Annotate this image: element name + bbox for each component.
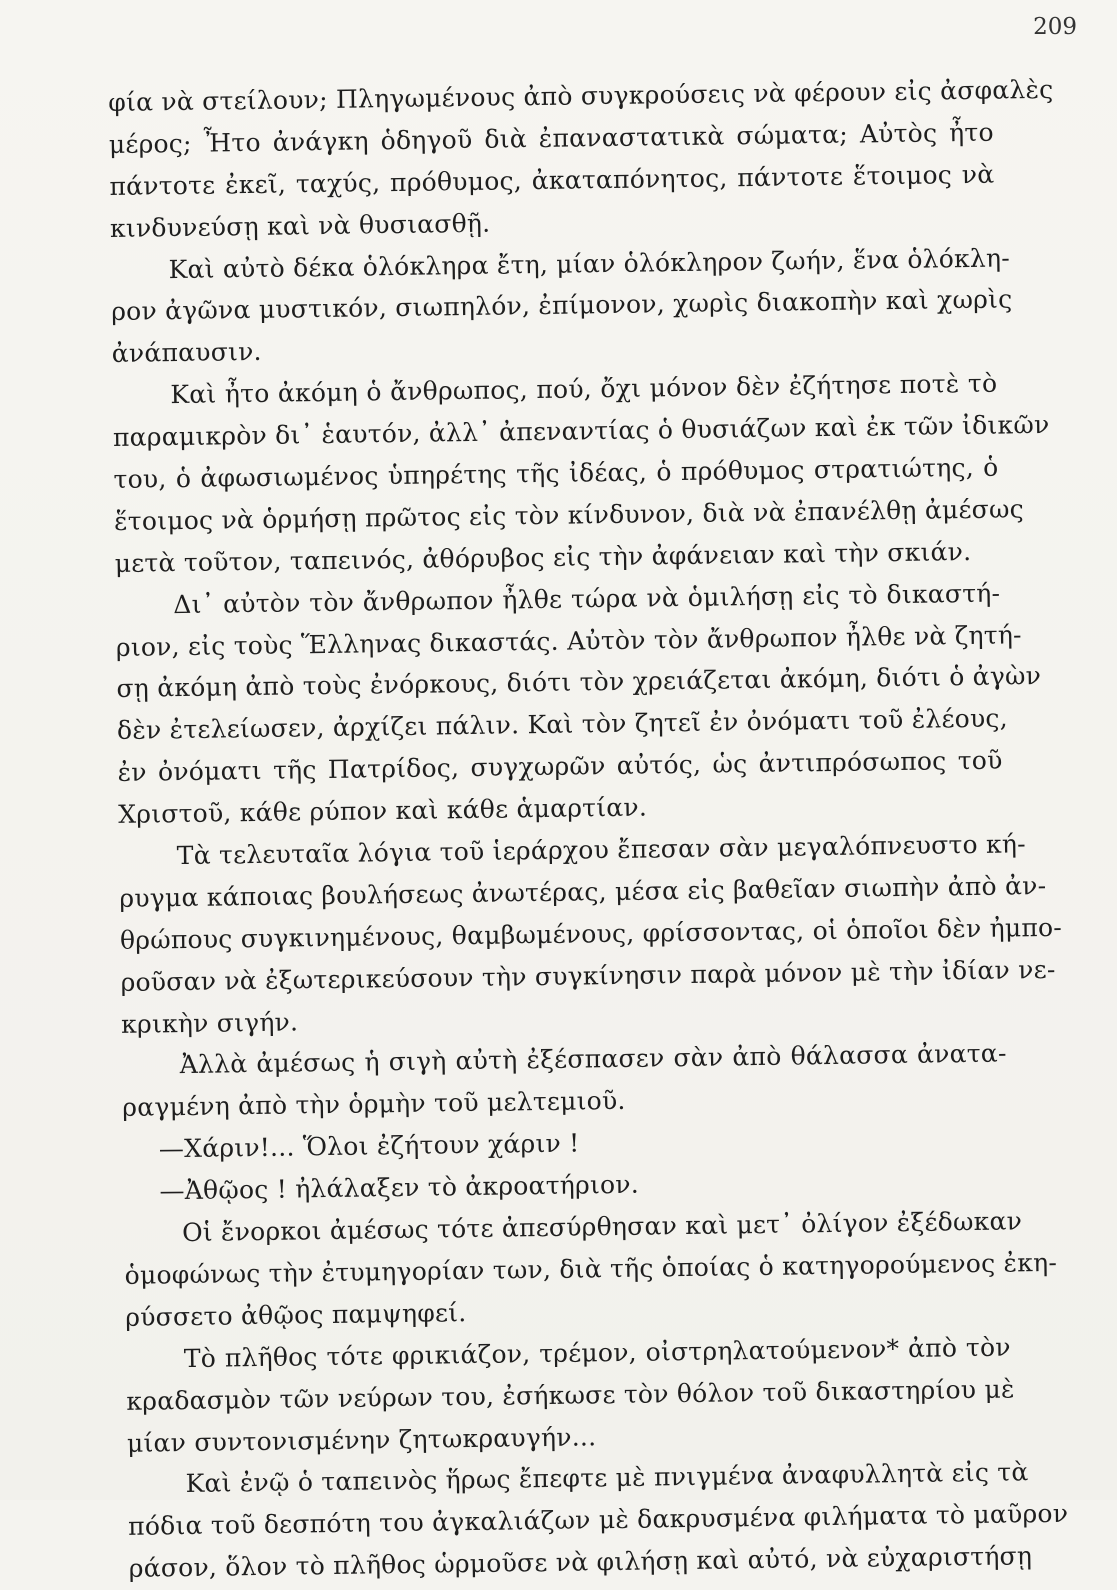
text-line: κραδασμὸν τῶν νεύρων του, ἐσήκωσε τὸν θόλον τοῦ δικαστηρίου μὲ — [126, 1374, 1015, 1416]
paragraph-start-line: Καὶ αὐτὸ δέκα ὁλόκληρα ἔτη, μίαν ὁλόκληρον ζωήν, ἕνα ὁλόκλη- — [168, 242, 1011, 284]
text-line: ἀνάπαυσιν. — [111, 337, 262, 369]
text-line: Χριστοῦ, κάθε ρύπον καὶ κάθε ἁμαρτίαν. — [118, 792, 648, 830]
text-line: ρον ἀγῶνα μυστικόν, σιωπηλόν, ἐπίμονον, χωρὶς διακοπὴν καὶ χωρὶς — [111, 284, 1013, 327]
text-line: κρικὴν σιγήν. — [120, 1007, 299, 1039]
paragraph-start-line: Τὸ πλῆθος τότε φρικιάζον, τρέμον, οἰστρηλατούμενον* ἀπὸ τὸν — [183, 1332, 1011, 1373]
text-line: δὲν ἐτελείωσεν, ἀρχίζει πάλιν. Καὶ τὸν ζητεῖ ἐν ὀνόματι τοῦ ἐλέους, — [116, 703, 1009, 746]
page-number: 209 — [1033, 14, 1077, 40]
text-line: μετὰ τοῦτον, ταπεινός, ἀθόρυβος εἰς τὴν ἀφάνειαν καὶ τὴν σκιάν. — [114, 536, 972, 578]
text-line: φία νὰ στείλουν; Πληγωμένους ἀπὸ συγκρούσεις νὰ φέρουν εἰς ἀσφαλὲς — [108, 74, 1054, 117]
text-line: παραμικρὸν δι᾽ ἑαυτόν, ἀλλ᾽ ἀπεναντίας ὁ θυσιάζων καὶ ἐκ τῶν ἰδικῶν — [112, 410, 1050, 453]
paragraph-start-line: Καὶ ἐνῷ ὁ ταπεινὸς ἥρως ἔπεφτε μὲ πνιγμένα ἀναφυλλητὰ εἰς τὰ — [185, 1457, 1029, 1499]
paragraph-start-line: Δι᾽ αὐτὸν τὸν ἄνθρωπον ἦλθε τώρα νὰ ὁμιλήσῃ εἰς τὸ δικαστή- — [173, 578, 1001, 619]
text-line: μίαν συντονισμένην ζητωκραυγήν... — [126, 1421, 597, 1458]
text-line: μέρος; Ἦτο ἀνάγκη ὁδηγοῦ διὰ ἐπαναστατικὰ σώματα; Αὐτὸς ἦτο — [108, 117, 994, 159]
dialogue-line: —Χάριν!... Ὅλοι ἐζήτουν χάριν ! — [158, 1128, 580, 1164]
paragraph-start-line: Τὰ τελευταῖα λόγια τοῦ ἱεράρχου ἔπεσαν σὰν μεγαλόπνευστο κή- — [176, 829, 1027, 871]
text-line: ρυγμα κάποιας βουλήσεως ἀνωτέρας, μέσα εἰς βαθεῖαν σιωπὴν ἀπὸ ἀν- — [119, 870, 1047, 913]
text-line: ροῦσαν νὰ ἐξωτερικεύσουν τὴν συγκίνησιν παρὰ μόνον μὲ τὴν ἰδίαν νε- — [120, 954, 1056, 997]
text-line: ράσον, ὅλον τὸ πλῆθος ὡρμοῦσε νὰ φιλήσῃ καὶ αὐτό, νὰ εὐχαριστήσῃ — [128, 1541, 1033, 1584]
paragraph-start-line: Καὶ ἦτο ἀκόμη ὁ ἄνθρωπος, πού, ὄχι μόνον δὲν ἐζήτησε ποτὲ τὸ — [170, 368, 998, 410]
text-line: κινδυνεύσῃ καὶ νὰ θυσιασθῇ. — [109, 208, 491, 243]
text-line: θρώπους συγκινημένους, θαμβωμένους, φρίσσοντας, οἱ ὁποῖοι δὲν ἠμπο- — [119, 912, 1063, 955]
body-text — [108, 70, 1069, 1590]
paragraph-start-line: Οἱ ἔνορκοι ἀμέσως τότε ἀπεσύρθησαν καὶ μετ᾽ ὀλίγον ἐξέδωκαν — [181, 1206, 1023, 1248]
text-line: πόδια τοῦ δεσπότη του ἀγκαλιάζων μὲ δακρυσμένα φιλήματα τὸ μαῦρον — [127, 1499, 1069, 1542]
text-line: σῃ ἀκόμη ἀπὸ τοὺς ἐνόρκους, διότι τὸν χρειάζεται ἀκόμη, διότι ὁ ἀγὼν — [116, 661, 1042, 704]
text-line: ἕτοιμος νὰ ὁρμήσῃ πρῶτος εἰς τὸν κίνδυνον, διὰ νὰ ἐπανέλθῃ ἀμέσως — [113, 494, 1025, 536]
text-line: του, ὁ ἀφωσιωμένος ὑπηρέτης τῆς ἰδέας, ὁ πρόθυμος στρατιώτης, ὁ — [113, 452, 999, 494]
dialogue-line: —Ἀθῷος ! ἠλάλαξεν τὸ ἀκροατήριον. — [159, 1169, 640, 1206]
paragraph-start-line: Ἀλλὰ ἀμέσως ἡ σιγὴ αὐτὴ ἐξέσπασεν σὰν ἀπὸ θάλασσα ἀνατα- — [179, 1039, 1007, 1080]
text-line: ριον, εἰς τοὺς Ἕλληνας δικαστάς. Αὐτὸν τὸν ἄνθρωπον ἦλθε νὰ ζητή- — [115, 619, 1022, 662]
text-line: ὁμοφώνως τὴν ἐτυμηγορίαν των, διὰ τῆς ὁποίας ὁ κατηγορούμενος ἐκη- — [124, 1247, 1058, 1290]
text-line: ἐν ὀνόματι τῆς Πατρίδος, συγχωρῶν αὐτός, ὡς ἀντιπρόσωπος τοῦ — [117, 745, 1003, 788]
text-line: ραγμένη ἀπὸ τὴν ὁρμὴν τοῦ μελτεμιοῦ. — [122, 1086, 626, 1123]
text-line: ρύσσετο ἀθῷος παμψηφεί. — [125, 1297, 467, 1332]
text-line: πάντοτε ἐκεῖ, ταχύς, πρόθυμος, ἀκαταπόνητος, πάντοτε ἕτοιμος νὰ — [109, 159, 995, 201]
